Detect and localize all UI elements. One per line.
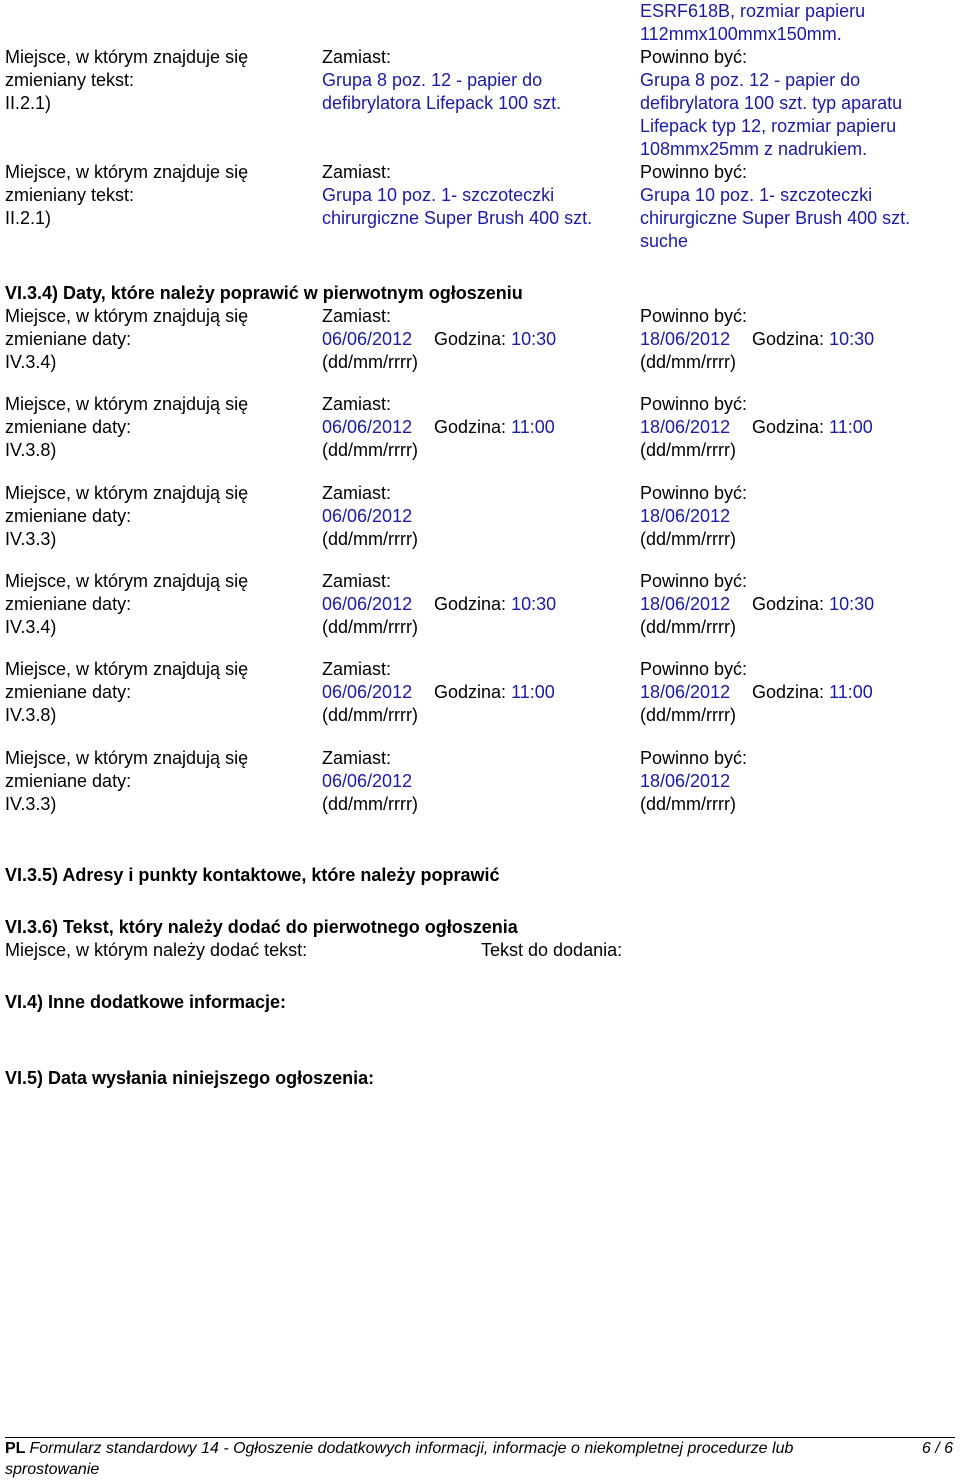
place-label: Miejsce, w którym znajdują się xyxy=(5,659,249,679)
place-label: Miejsce, w którym znajdują się xyxy=(5,571,249,591)
instead-date: 06/06/2012 xyxy=(322,682,413,702)
date-entry-instead xyxy=(322,305,632,374)
date-entry-instead xyxy=(322,570,632,639)
instead-label: Zamiast: xyxy=(322,162,392,182)
section-heading-date-sent: VI.5) Data wysłania niniejszego ogłoszenia: xyxy=(5,1068,375,1088)
date-format: (dd/mm/rrrr) xyxy=(640,794,736,814)
date-entry-instead xyxy=(322,393,632,462)
should-value: Grupa 10 poz. 1- szczoteczki xyxy=(640,185,873,205)
page-number: 6 / 6 xyxy=(921,1440,953,1457)
should-date: 18/06/2012 xyxy=(640,417,731,437)
instead-label: Zamiast: xyxy=(322,483,392,503)
section-heading-addresses: VI.3.5) Adresy i punkty kontaktowe, które należy poprawić xyxy=(5,865,500,885)
instead-value: defibrylatora Lifepack 100 szt. xyxy=(322,93,562,113)
date-entry-instead xyxy=(322,658,632,727)
continuation-line: ESRF618B, rozmiar papieru xyxy=(640,1,866,21)
footer-title-line: sprostowanie xyxy=(5,1461,100,1478)
section-heading-other-info: VI.4) Inne dodatkowe informacje: xyxy=(5,992,287,1012)
should-time: 11:00 xyxy=(829,417,873,437)
should-label: Powinno być: xyxy=(640,748,748,768)
instead-label: Zamiast: xyxy=(322,748,392,768)
should-value: Grupa 8 poz. 12 - papier do xyxy=(640,70,861,90)
place-ref: IV.3.8) xyxy=(5,705,57,725)
date-entry-should xyxy=(640,482,955,551)
date-entry-should xyxy=(640,658,955,727)
should-date: 18/06/2012 xyxy=(640,329,731,349)
instead-value: Grupa 8 poz. 12 - papier do xyxy=(322,70,543,90)
instead-date: 06/06/2012 xyxy=(322,594,413,614)
date-entry-should xyxy=(640,570,955,639)
instead-label: Zamiast: xyxy=(322,306,392,326)
date-format: (dd/mm/rrrr) xyxy=(322,617,418,637)
instead-date: 06/06/2012 xyxy=(322,329,413,349)
text-change-place xyxy=(5,46,315,115)
instead-time: 11:00 xyxy=(511,417,555,437)
place-label: zmieniane daty: xyxy=(5,682,132,702)
place-ref: IV.3.8) xyxy=(5,440,57,460)
place-label: zmieniane daty: xyxy=(5,417,132,437)
should-label: Powinno być: xyxy=(640,659,748,679)
should-label: Powinno być: xyxy=(640,483,748,503)
text-change-instead xyxy=(322,46,632,115)
page-footer xyxy=(5,1437,955,1480)
should-label: Powinno być: xyxy=(640,394,748,414)
should-label: Powinno być: xyxy=(640,47,748,67)
text-change-place xyxy=(5,161,315,230)
date-entry-instead xyxy=(322,747,632,816)
footer-title xyxy=(5,1438,955,1480)
place-ref: IV.3.3) xyxy=(5,794,57,814)
instead-date: 06/06/2012 xyxy=(322,417,413,437)
should-date: 18/06/2012 xyxy=(640,594,731,614)
place-label: zmieniane daty: xyxy=(5,329,132,349)
date-entry-place xyxy=(5,393,315,462)
should-value: defibrylatora 100 szt. typ aparatu xyxy=(640,93,903,113)
text-change-should xyxy=(640,161,955,253)
date-entry-should xyxy=(640,393,955,462)
time-label: Godzina: xyxy=(752,682,825,702)
date-entry-place xyxy=(5,305,315,374)
time-label: Godzina: xyxy=(752,594,825,614)
instead-date: 06/06/2012 xyxy=(322,771,413,791)
date-format: (dd/mm/rrrr) xyxy=(322,705,418,725)
date-entry-should xyxy=(640,305,955,374)
place-label: Miejsce, w którym znajdują się xyxy=(5,483,249,503)
date-entry-should xyxy=(640,747,955,816)
instead-value: chirurgiczne Super Brush 400 szt. xyxy=(322,208,593,228)
place-label: Miejsce, w którym znajdują się xyxy=(5,306,249,326)
place-label: Miejsce, w którym znajduje się xyxy=(5,162,249,182)
place-ref: IV.3.3) xyxy=(5,529,57,549)
text-change-instead xyxy=(322,161,632,230)
place-label: zmieniane daty: xyxy=(5,594,132,614)
place-label: Miejsce, w którym znajdują się xyxy=(5,748,249,768)
should-date: 18/06/2012 xyxy=(640,506,731,526)
should-time: 11:00 xyxy=(829,682,873,702)
should-date: 18/06/2012 xyxy=(640,771,731,791)
section-heading-dates: VI.3.4) Daty, które należy poprawić w pierwotnym ogłoszeniu xyxy=(5,283,523,303)
time-label: Godzina: xyxy=(434,594,507,614)
date-format: (dd/mm/rrrr) xyxy=(640,529,736,549)
date-format: (dd/mm/rrrr) xyxy=(640,617,736,637)
place-label: zmieniany tekst: xyxy=(5,185,135,205)
should-value: suche xyxy=(640,231,689,251)
date-entry-place xyxy=(5,658,315,727)
footer-language: PL xyxy=(5,1440,26,1457)
instead-time: 10:30 xyxy=(511,594,557,614)
instead-label: Zamiast: xyxy=(322,571,392,591)
place-ref: II.2.1) xyxy=(5,93,52,113)
date-format: (dd/mm/rrrr) xyxy=(640,352,736,372)
add-text-place-label: Miejsce, w którym należy dodać tekst: xyxy=(5,940,308,960)
place-label: zmieniane daty: xyxy=(5,771,132,791)
should-label: Powinno być: xyxy=(640,306,748,326)
section-heading-add-text: VI.3.6) Tekst, który należy dodać do pierwotnego ogłoszenia xyxy=(5,917,518,937)
time-label: Godzina: xyxy=(434,682,507,702)
should-time: 10:30 xyxy=(829,594,875,614)
time-label: Godzina: xyxy=(434,417,507,437)
should-value: chirurgiczne Super Brush 400 szt. xyxy=(640,208,911,228)
should-label: Powinno być: xyxy=(640,571,748,591)
should-value: Lifepack typ 12, rozmiar papieru xyxy=(640,116,897,136)
date-format: (dd/mm/rrrr) xyxy=(640,440,736,460)
place-ref: IV.3.4) xyxy=(5,617,57,637)
date-entry-place xyxy=(5,570,315,639)
continuation-text xyxy=(640,0,955,46)
time-label: Godzina: xyxy=(752,329,825,349)
instead-label: Zamiast: xyxy=(322,659,392,679)
continuation-line: 112mmx100mmx150mm. xyxy=(640,24,842,44)
place-ref: IV.3.4) xyxy=(5,352,57,372)
place-ref: II.2.1) xyxy=(5,208,52,228)
instead-label: Zamiast: xyxy=(322,47,392,67)
date-entry-instead xyxy=(322,482,632,551)
instead-value: Grupa 10 poz. 1- szczoteczki xyxy=(322,185,555,205)
date-format: (dd/mm/rrrr) xyxy=(322,794,418,814)
date-format: (dd/mm/rrrr) xyxy=(322,529,418,549)
should-date: 18/06/2012 xyxy=(640,682,731,702)
date-entry-place xyxy=(5,482,315,551)
add-text-text-label: Tekst do dodania: xyxy=(481,940,623,960)
place-label: zmieniany tekst: xyxy=(5,70,135,90)
date-format: (dd/mm/rrrr) xyxy=(640,705,736,725)
instead-date: 06/06/2012 xyxy=(322,506,413,526)
place-label: Miejsce, w którym znajdują się xyxy=(5,394,249,414)
date-format: (dd/mm/rrrr) xyxy=(322,440,418,460)
place-label: Miejsce, w którym znajduje się xyxy=(5,47,249,67)
text-change-should xyxy=(640,46,955,161)
instead-time: 11:00 xyxy=(511,682,555,702)
should-time: 10:30 xyxy=(829,329,875,349)
instead-label: Zamiast: xyxy=(322,394,392,414)
footer-title-line: Formularz standardowy 14 - Ogłoszenie dodatkowych informacji, informacje o niekompletnej procedurze lub xyxy=(29,1440,794,1457)
time-label: Godzina: xyxy=(752,417,825,437)
place-label: zmieniane daty: xyxy=(5,506,132,526)
time-label: Godzina: xyxy=(434,329,507,349)
date-format: (dd/mm/rrrr) xyxy=(322,352,418,372)
should-label: Powinno być: xyxy=(640,162,748,182)
instead-time: 10:30 xyxy=(511,329,557,349)
date-entry-place xyxy=(5,747,315,816)
should-value: 108mmx25mm z nadrukiem. xyxy=(640,139,868,159)
